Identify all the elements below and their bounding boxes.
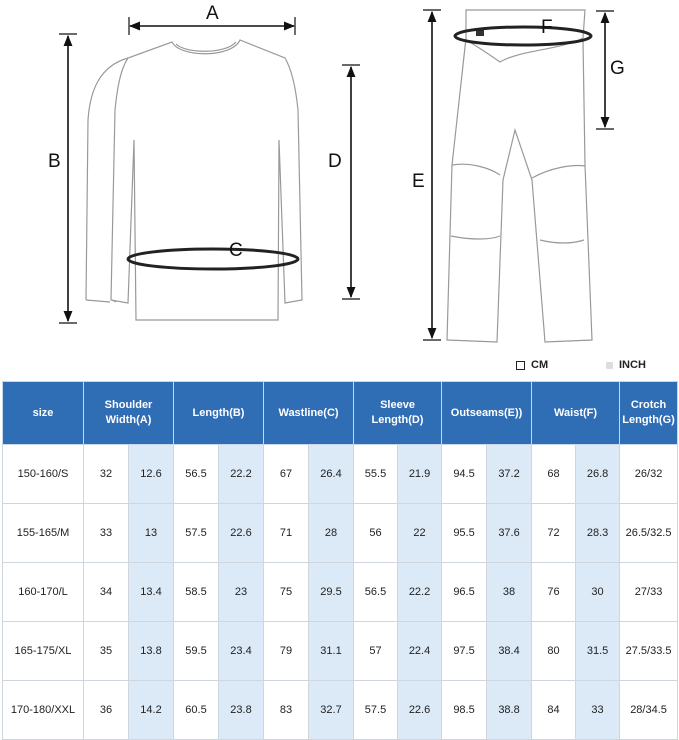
table-cell: 76 (532, 563, 576, 622)
table-cell: 12.6 (129, 445, 174, 504)
table-cell: 58.5 (174, 563, 219, 622)
label-d: D (328, 151, 342, 172)
table-header-row (3, 382, 678, 445)
header-size: size (3, 382, 84, 445)
table-cell: 22.2 (398, 563, 442, 622)
size-chart-table (2, 381, 678, 740)
table-cell: 37.6 (487, 504, 532, 563)
waistline-ellipse (128, 249, 298, 269)
shirt-outline (86, 40, 302, 320)
inch-square-icon (606, 362, 613, 369)
table-cell: 80 (532, 622, 576, 681)
table-cell: 13.4 (129, 563, 174, 622)
header-outseams: Outseams(E)) (442, 382, 532, 445)
table-cell: 26/32 (620, 445, 678, 504)
table-cell: 71 (264, 504, 309, 563)
table-cell: 68 (532, 445, 576, 504)
table-cell: 27/33 (620, 563, 678, 622)
table-cell: 23.8 (219, 681, 264, 740)
label-a: A (206, 3, 219, 24)
table-cell: 22 (398, 504, 442, 563)
table-cell: 22.6 (219, 504, 264, 563)
header-crotch-length: Crotch Length(G) (620, 382, 678, 445)
table-cell: 84 (532, 681, 576, 740)
table-row (3, 504, 678, 563)
table-cell: 75 (264, 563, 309, 622)
table-cell: 30 (576, 563, 620, 622)
table-cell: 31.5 (576, 622, 620, 681)
table-cell: 33 (84, 504, 129, 563)
table-cell: 22.4 (398, 622, 442, 681)
table-cell: 59.5 (174, 622, 219, 681)
table-cell: 37.2 (487, 445, 532, 504)
cm-square-icon (516, 361, 525, 370)
table-cell: 23 (219, 563, 264, 622)
table-cell: 29.5 (309, 563, 354, 622)
table-cell: 28/34.5 (620, 681, 678, 740)
legend-cm (516, 359, 548, 371)
table-cell: 56 (354, 504, 398, 563)
table-cell: 83 (264, 681, 309, 740)
table-cell: 38.8 (487, 681, 532, 740)
table-cell: 57.5 (174, 504, 219, 563)
label-f: F (541, 17, 553, 38)
table-cell: 13.8 (129, 622, 174, 681)
table-cell: 72 (532, 504, 576, 563)
table-row (3, 622, 678, 681)
label-g: G (610, 58, 625, 79)
table-cell: 32 (84, 445, 129, 504)
table-cell: 27.5/33.5 (620, 622, 678, 681)
table-cell: 14.2 (129, 681, 174, 740)
waist-ellipse (455, 27, 591, 45)
table-cell: 26.8 (576, 445, 620, 504)
table-cell: 31.1 (309, 622, 354, 681)
size-cell: 165-175/XL (3, 622, 84, 681)
table-row (3, 445, 678, 504)
size-cell: 150-160/S (3, 445, 84, 504)
table-cell: 32.7 (309, 681, 354, 740)
pants-outline (447, 10, 592, 342)
table-cell: 36 (84, 681, 129, 740)
table-cell: 26.5/32.5 (620, 504, 678, 563)
table-cell: 28.3 (576, 504, 620, 563)
header-length: Length(B) (174, 382, 264, 445)
legend-inch (606, 359, 646, 371)
label-e: E (412, 171, 425, 192)
legend-inch-label: INCH (619, 359, 646, 371)
table-cell: 23.4 (219, 622, 264, 681)
table-cell: 26.4 (309, 445, 354, 504)
table-cell: 95.5 (442, 504, 487, 563)
table-cell: 79 (264, 622, 309, 681)
table-row (3, 681, 678, 740)
label-c: C (229, 240, 243, 261)
header-waist: Waist(F) (532, 382, 620, 445)
table-cell: 96.5 (442, 563, 487, 622)
table-cell: 13 (129, 504, 174, 563)
legend-cm-label: CM (531, 359, 549, 371)
table-cell: 35 (84, 622, 129, 681)
header-sleeve-length: Sleeve Length(D) (354, 382, 442, 445)
table-cell: 21.9 (398, 445, 442, 504)
table-cell: 34 (84, 563, 129, 622)
table-cell: 55.5 (354, 445, 398, 504)
label-b: B (48, 151, 61, 172)
size-cell: 160-170/L (3, 563, 84, 622)
table-cell: 28 (309, 504, 354, 563)
table-cell: 60.5 (174, 681, 219, 740)
table-cell: 38.4 (487, 622, 532, 681)
table-row (3, 563, 678, 622)
table-cell: 56.5 (174, 445, 219, 504)
table-cell: 98.5 (442, 681, 487, 740)
table-cell: 67 (264, 445, 309, 504)
header-wastline: Wastline(C) (264, 382, 354, 445)
size-cell: 155-165/M (3, 504, 84, 563)
size-cell: 170-180/XXL (3, 681, 84, 740)
table-cell: 22.2 (219, 445, 264, 504)
table-cell: 94.5 (442, 445, 487, 504)
table-cell: 22.6 (398, 681, 442, 740)
table-cell: 33 (576, 681, 620, 740)
header-shoulder-width: Shoulder Width(A) (84, 382, 174, 445)
table-cell: 56.5 (354, 563, 398, 622)
table-cell: 97.5 (442, 622, 487, 681)
table-cell: 57 (354, 622, 398, 681)
table-cell: 57.5 (354, 681, 398, 740)
table-cell: 38 (487, 563, 532, 622)
